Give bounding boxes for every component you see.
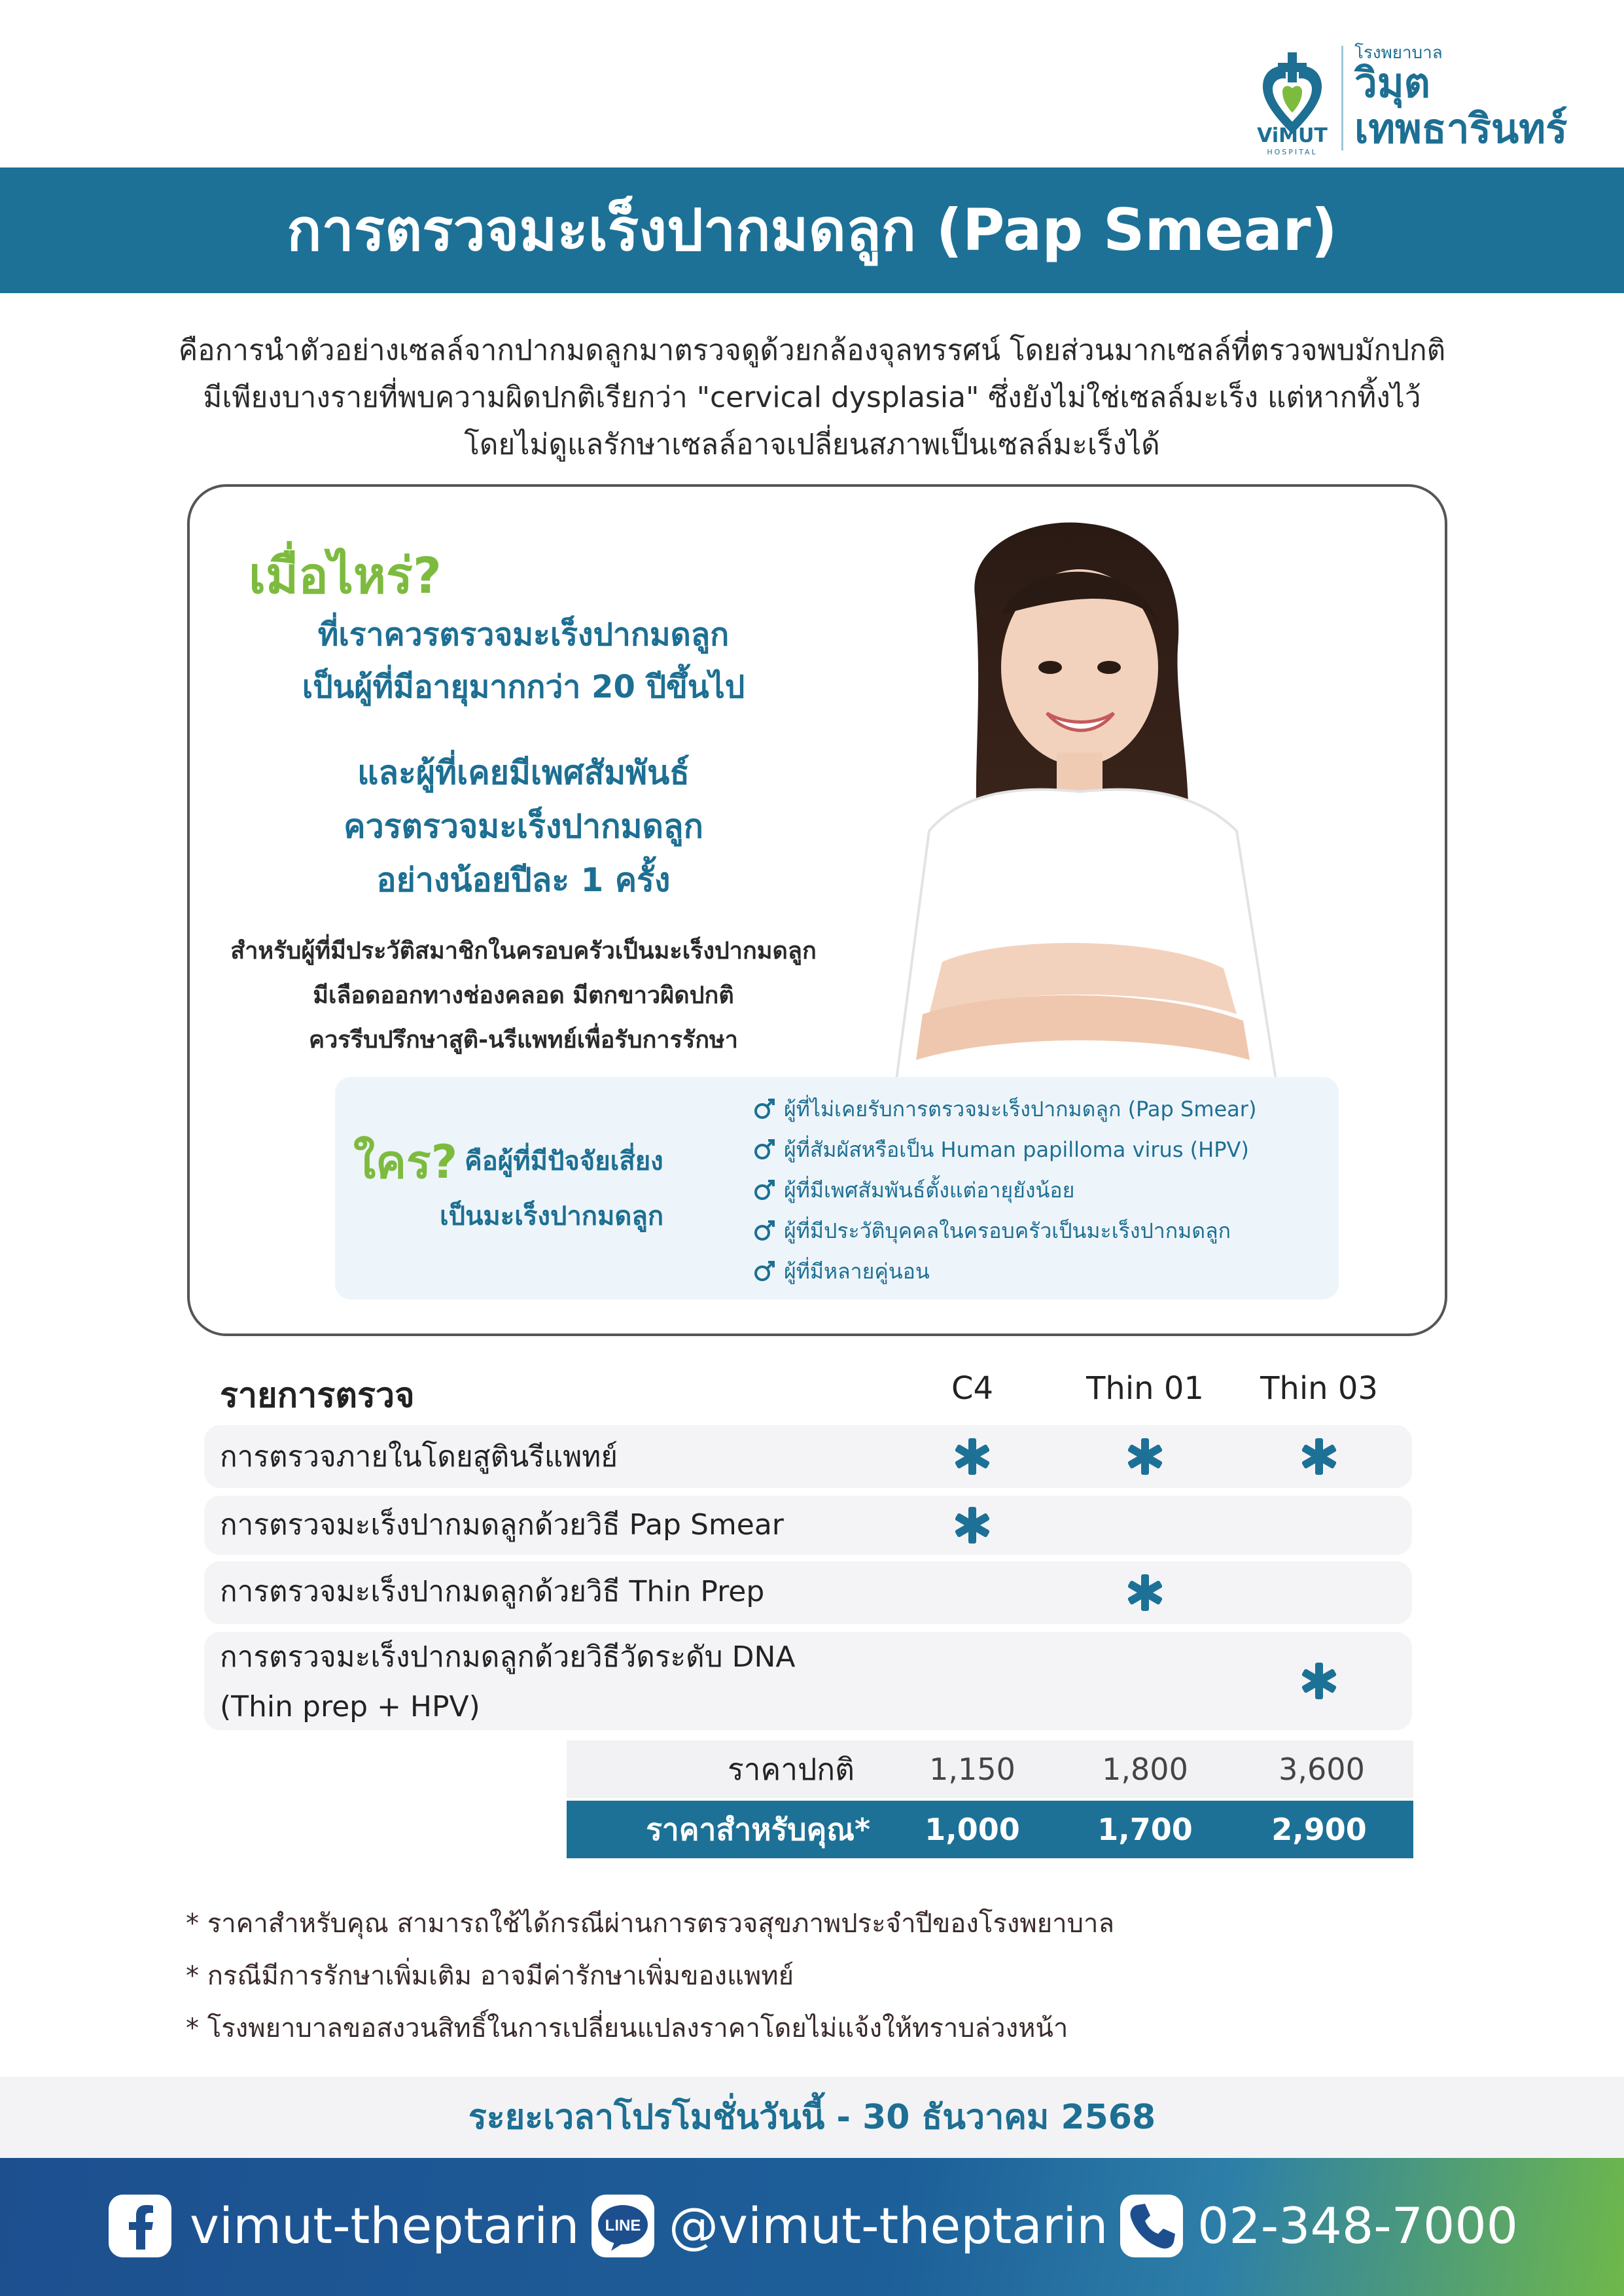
when-line-3: และผู้ที่เคยมีเพศสัมพันธ์ (357, 754, 690, 792)
intro-line-2: มีเพียงบางรายที่พบความผิดปกติเรียกว่า "cervical dysplasia" ซึ่งยังไม่ใช่เซลล์มะเร็ง แต่หากทิ้งไว้ (203, 381, 1421, 414)
facebook-icon[interactable] (109, 2195, 171, 2257)
row-label-sub: (Thin prep + HPV) (220, 1690, 480, 1723)
intro-line-3: โดยไม่ดูแลรักษาเซลล์อาจเปลี่ยนสภาพเป็นเซลล์มะเร็งได้ (464, 428, 1160, 461)
special-price-thin01: 1,700 (1097, 1812, 1193, 1847)
footnote: * โรงพยาบาลขอสงวนสิทธิ์ในการเปลี่ยนแปลงราคาโดยไม่แจ้งให้ทราบล่วงหน้า (186, 2013, 1068, 2043)
row-label: การตรวจภายในโดยสูตินรีแพทย์ (220, 1440, 618, 1474)
footnote: * ราคาสำหรับคุณ สามารถใช้ได้กรณีผ่านการตรวจสุขภาพประจำปีของโรงพยาบาล (186, 1909, 1114, 1939)
normal-price-c4: 1,150 (929, 1752, 1015, 1787)
list-item (752, 1251, 1328, 1292)
risk-item-text: ผู้ที่มีหลายคู่นอน (784, 1258, 930, 1284)
normal-price-thin03: 3,600 (1279, 1752, 1365, 1787)
logo-brand-en-sub: HOSPITAL (1267, 148, 1318, 156)
list-item (752, 1089, 1328, 1129)
logo-brand-th-small: โรงพยาบาล (1354, 43, 1443, 63)
intro-line-1: คือการนำตัวอย่างเซลล์จากปากมดลูกมาตรวจดูด้วยกล้องจุลทรรศน์ โดยส่วนมากเซลล์ที่ตรวจพบมักปกติ (178, 334, 1446, 367)
row-label: การตรวจมะเร็งปากมดลูกด้วยวิธี Pap Smear (220, 1508, 784, 1542)
woman-photo (870, 517, 1289, 1080)
phone-icon-glyph (1120, 2195, 1183, 2257)
list-item (752, 1170, 1328, 1210)
logo-brand-th-line2: เทพธารินทร์ (1354, 105, 1568, 152)
list-item (752, 1210, 1328, 1251)
when-note-line-1: สำหรับผู้ที่มีประวัติสมาชิกในครอบครัวเป็นมะเร็งปากมดลูก (230, 938, 817, 964)
normal-price-label: ราคาปกติ (727, 1752, 855, 1787)
normal-price-thin01: 1,800 (1102, 1752, 1188, 1787)
intro-paragraph (131, 327, 1493, 468)
footnote: * กรณีมีการรักษาเพิ่มเติม อาจมีค่ารักษาเพิ่มของแพทย์ (186, 1961, 794, 1991)
female-symbol-icon (752, 1138, 776, 1161)
risk-item-text: ผู้ที่มีประวัติบุคคลในครอบครัวเป็นมะเร็งปากมดลูก (784, 1218, 1231, 1243)
asterisk-icon (1299, 1661, 1339, 1701)
when-line-1: ที่เราควรตรวจมะเร็งปากมดลูก (317, 616, 730, 653)
row-label: การตรวจมะเร็งปากมดลูกด้วยวิธี Thin Prep (220, 1575, 765, 1608)
when-text-block-1 (288, 609, 759, 713)
footnotes (186, 1898, 1114, 2055)
special-price-c4: 1,000 (925, 1812, 1020, 1847)
line-icon-glyph (591, 2195, 654, 2257)
phone-number[interactable]: 02-348-7000 (1197, 2197, 1519, 2255)
phone-icon[interactable] (1120, 2195, 1183, 2257)
row-label: การตรวจมะเร็งปากมดลูกด้วยวิธีวัดระดับ DNA (220, 1640, 796, 1674)
line-icon[interactable] (591, 2195, 654, 2257)
logo-divider (1341, 46, 1343, 150)
facebook-link[interactable]: vimut-theptarin (190, 2197, 580, 2255)
column-header-thin03: Thin 03 (1260, 1370, 1378, 1407)
when-line-4: ควรตรวจมะเร็งปากมดลูก (344, 807, 703, 845)
table-header-label: รายการตรวจ (220, 1376, 415, 1415)
female-symbol-icon (752, 1097, 776, 1121)
when-line-5: อย่างน้อยปีละ 1 ครั้ง (376, 861, 671, 899)
when-note-line-2: มีเลือดออกทางช่องคลอด มีตกขาวผิดปกติ (313, 982, 734, 1009)
when-text-block-2 (288, 746, 759, 907)
logo-brand-th-line1: วิมุต (1354, 59, 1430, 107)
when-note (196, 929, 851, 1063)
list-item (752, 1129, 1328, 1170)
asterisk-icon (1125, 1437, 1165, 1476)
female-symbol-icon (752, 1219, 776, 1243)
when-line-2: เป็นผู้ที่มีอายุมากกว่า 20 ปีขึ้นไป (302, 669, 745, 705)
asterisk-icon (1125, 1573, 1165, 1612)
asterisk-icon (953, 1506, 992, 1545)
page-title: การตรวจมะเร็งปากมดลูก (Pap Smear) (287, 196, 1337, 264)
column-header-thin01: Thin 01 (1086, 1370, 1204, 1407)
column-header-c4: C4 (951, 1370, 994, 1407)
logo-brand-en: ViMUT (1257, 124, 1328, 147)
when-question: เมื่อไหร่? (249, 546, 442, 605)
facebook-icon-glyph (109, 2195, 171, 2257)
asterisk-icon (953, 1437, 992, 1476)
when-note-line-3: ควรรีบปรึกษาสูติ-นรีแพทย์เพื่อรับการรักษา (308, 1027, 738, 1053)
who-line-1: คือผู้ที่มีปัจจัยเสี่ยง (465, 1146, 663, 1176)
promo-period: ระยะเวลาโปรโมชั่นวันนี้ - 30 ธันวาคม 2568 (468, 2098, 1156, 2137)
special-price-label: ราคาสำหรับคุณ* (646, 1812, 870, 1847)
asterisk-icon (1299, 1437, 1339, 1476)
line-link[interactable]: @vimut-theptarin (669, 2197, 1108, 2255)
risk-item-text: ผู้ที่มีเพศสัมพันธ์ตั้งแต่อายุยังน้อย (784, 1177, 1075, 1203)
special-price-thin03: 2,900 (1271, 1812, 1367, 1847)
risk-factor-list (752, 1089, 1328, 1292)
risk-item-text: ผู้ที่ไม่เคยรับการตรวจมะเร็งปากมดลูก (Pap Smear) (784, 1096, 1257, 1122)
who-line-2: เป็นมะเร็งปากมดลูก (440, 1201, 664, 1231)
female-symbol-icon (752, 1178, 776, 1202)
who-question: ใคร? (353, 1135, 458, 1189)
hospital-logo (1256, 39, 1568, 157)
line-icon-label: LINE (605, 2217, 641, 2234)
risk-item-text: ผู้ที่สัมผัสหรือเป็น Human papilloma virus (HPV) (784, 1137, 1249, 1162)
female-symbol-icon (752, 1260, 776, 1283)
